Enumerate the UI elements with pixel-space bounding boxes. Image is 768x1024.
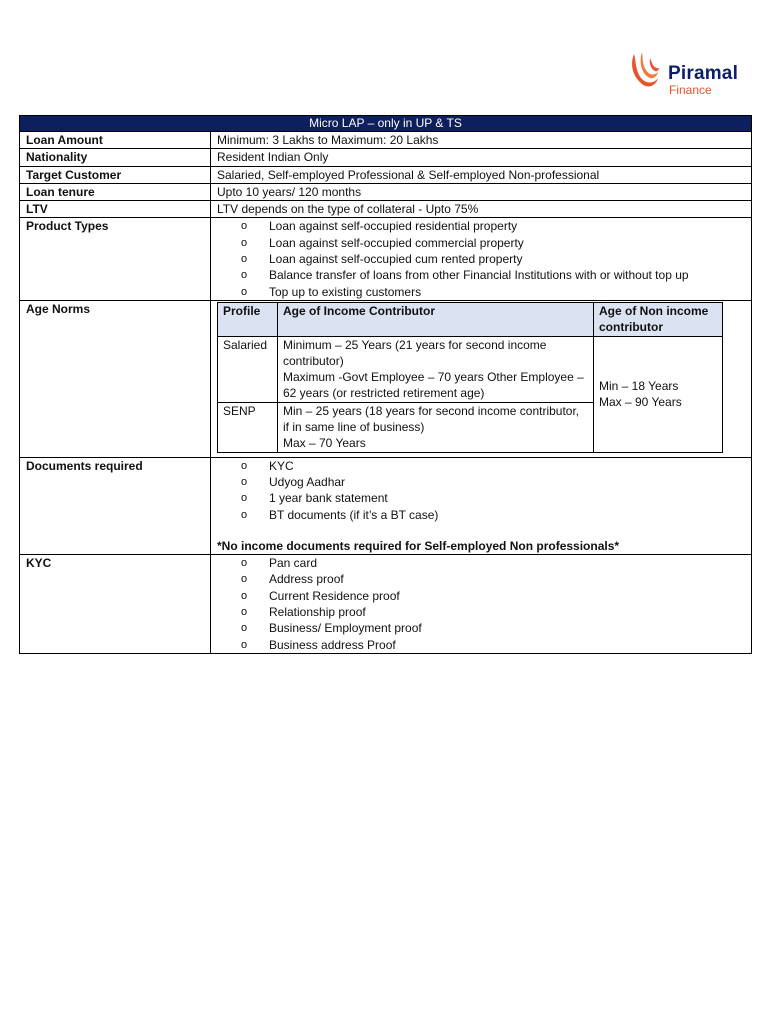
senp-min-text: Min – 25 years (18 years for second income contributor, if in same line of business) bbox=[283, 403, 580, 435]
header-non-income-contributor: Age of Non income contributor bbox=[594, 302, 723, 336]
kyc-label: KYC bbox=[20, 555, 211, 654]
loan-tenure-value: Upto 10 years/ 120 months bbox=[211, 183, 752, 200]
kyc-list bbox=[217, 555, 745, 653]
list-item: o Udyog Aadhar bbox=[241, 474, 745, 490]
row-nationality bbox=[20, 149, 752, 166]
header-profile: Profile bbox=[218, 302, 278, 336]
list-item: o 1 year bank statement bbox=[241, 490, 745, 506]
kyc-cell bbox=[211, 555, 752, 654]
nationality-value: Resident Indian Only bbox=[211, 149, 752, 166]
list-item: o Business/ Employment proof bbox=[241, 620, 745, 636]
target-customer-value: Salaried, Self-employed Professional & Self-employed Non-professional bbox=[211, 166, 752, 183]
row-target-customer bbox=[20, 166, 752, 183]
non-income-min: Min – 18 Years bbox=[599, 378, 679, 393]
salaried-min-text: Minimum – 25 Years (21 years for second income contributor) bbox=[283, 337, 547, 368]
loan-amount-value: Minimum: 3 Lakhs to Maximum: 20 Lakhs bbox=[211, 132, 752, 149]
table-header-row bbox=[20, 116, 752, 132]
list-item: o Top up to existing customers bbox=[241, 284, 745, 300]
documents-cell bbox=[211, 457, 752, 554]
row-ltv bbox=[20, 201, 752, 218]
table-title: Micro LAP – only in UP & TS bbox=[20, 116, 752, 132]
row-loan-amount bbox=[20, 132, 752, 149]
senp-income-age bbox=[278, 402, 594, 452]
age-norms-row-salaried bbox=[218, 336, 723, 402]
ltv-label: LTV bbox=[20, 201, 211, 218]
list-item: o Business address Proof bbox=[241, 637, 745, 653]
documents-note: *No income documents required for Self-employed Non professionals* bbox=[217, 538, 620, 553]
profile-senp: SENP bbox=[218, 402, 278, 452]
salaried-income-age bbox=[278, 336, 594, 402]
documents-list bbox=[217, 458, 745, 523]
age-norms-cell bbox=[211, 300, 752, 457]
product-types-list bbox=[217, 218, 745, 299]
ltv-value: LTV depends on the type of collateral - Upto 75% bbox=[211, 201, 752, 218]
list-item: o Relationship proof bbox=[241, 604, 745, 620]
row-age-norms bbox=[20, 300, 752, 457]
logo-brand-text: Piramal bbox=[668, 63, 739, 84]
list-item: o Current Residence proof bbox=[241, 588, 745, 604]
product-types-cell bbox=[211, 218, 752, 300]
list-item: o BT documents (if it’s a BT case) bbox=[241, 507, 745, 523]
loan-tenure-label: Loan tenure bbox=[20, 183, 211, 200]
list-item: o Loan against self-occupied residential property bbox=[241, 218, 745, 234]
list-item: o Pan card bbox=[241, 555, 745, 571]
product-types-label: Product Types bbox=[20, 218, 211, 300]
piramal-finance-logo bbox=[628, 50, 748, 102]
age-norms-table bbox=[217, 302, 723, 453]
senp-max-text: Max – 70 Years bbox=[283, 436, 366, 451]
row-product-types bbox=[20, 218, 752, 300]
list-item: o Balance transfer of loans from other Financial Institutions with or without top up bbox=[241, 267, 745, 283]
age-norms-header-row bbox=[218, 302, 723, 336]
nationality-label: Nationality bbox=[20, 149, 211, 166]
row-loan-tenure bbox=[20, 183, 752, 200]
list-item: o Address proof bbox=[241, 571, 745, 587]
list-item: o Loan against self-occupied commercial property bbox=[241, 235, 745, 251]
salaried-max-text: Maximum -Govt Employee – 70 years Other Employee – 62 years (or restricted retirement age) bbox=[283, 370, 584, 401]
row-kyc bbox=[20, 555, 752, 654]
documents-label: Documents required bbox=[20, 457, 211, 554]
list-item: o KYC bbox=[241, 458, 745, 474]
product-table bbox=[19, 115, 752, 654]
age-norms-label: Age Norms bbox=[20, 300, 211, 457]
loan-amount-label: Loan Amount bbox=[20, 132, 211, 149]
non-income-max: Max – 90 Years bbox=[599, 395, 682, 410]
target-customer-label: Target Customer bbox=[20, 166, 211, 183]
row-documents bbox=[20, 457, 752, 554]
logo-sub-text: Finance bbox=[669, 83, 712, 97]
list-item: o Loan against self-occupied cum rented property bbox=[241, 251, 745, 267]
header-income-contributor: Age of Income Contributor bbox=[278, 302, 594, 336]
non-income-age bbox=[594, 336, 723, 452]
profile-salaried: Salaried bbox=[218, 336, 278, 402]
piramal-flame-icon bbox=[628, 50, 664, 94]
